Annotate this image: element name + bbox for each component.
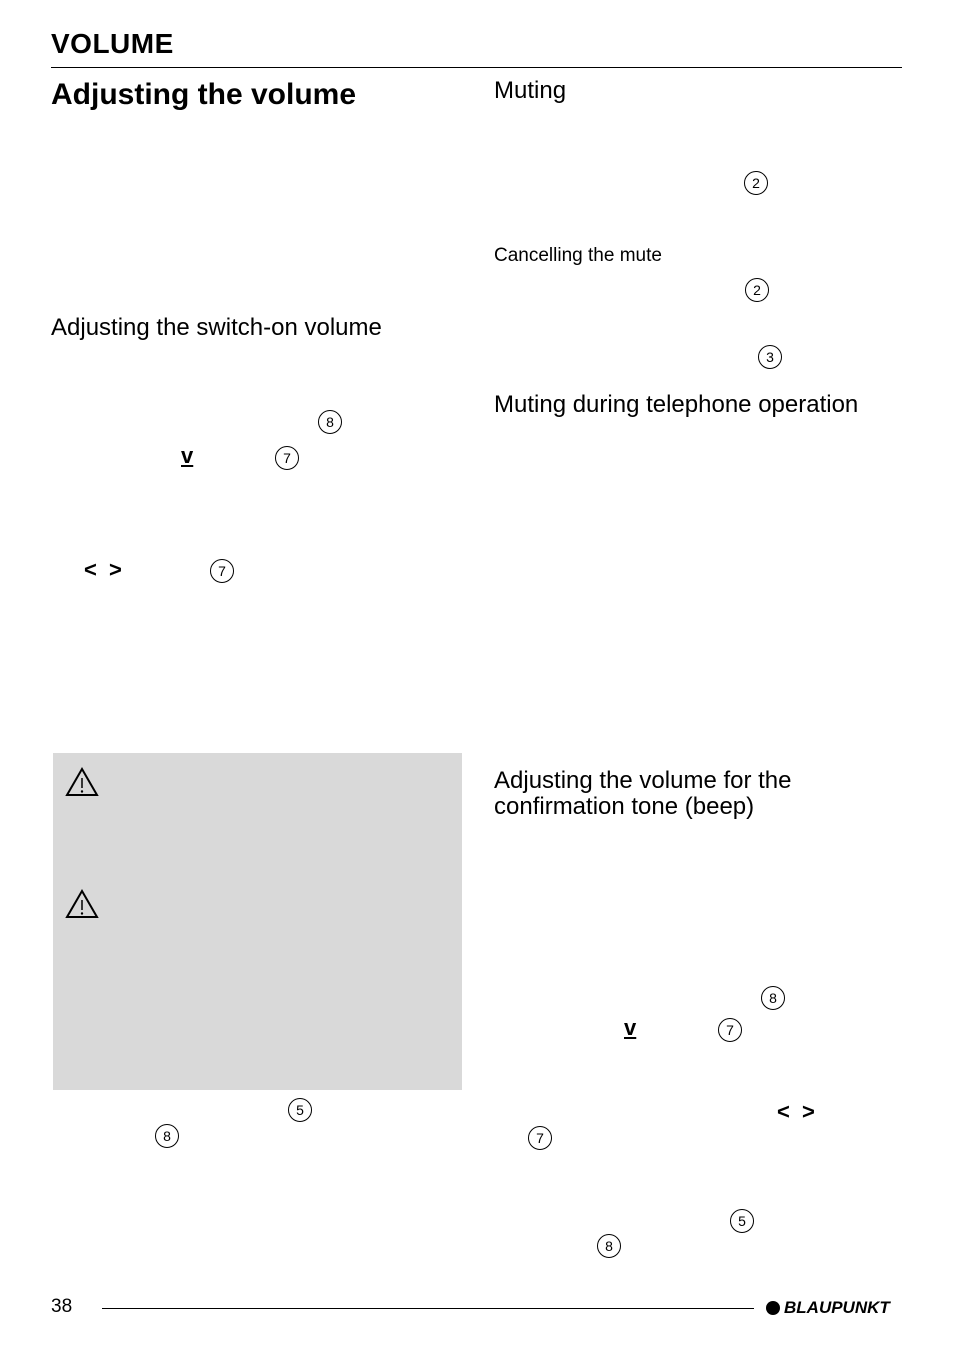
- callout-3: 3: [758, 345, 782, 369]
- callout-7: 7: [718, 1018, 742, 1042]
- subheading-cancelling-mute: Cancelling the mute: [494, 245, 662, 266]
- heading-beep-volume: Adjusting the volume for the confirmation tone (beep): [494, 767, 792, 820]
- heading-muting-telephone: Muting during telephone operation: [494, 391, 859, 418]
- warning-triangle-icon: [65, 767, 99, 797]
- callout-7: 7: [210, 559, 234, 583]
- section-label: VOLUME: [51, 28, 174, 59]
- heading-switch-on-volume: Adjusting the switch-on volume: [51, 314, 382, 341]
- brand-logo: [766, 1298, 890, 1318]
- heading-muting: Muting: [494, 77, 567, 104]
- page-title: Adjusting the volume: [51, 78, 357, 111]
- warning-box: [53, 753, 462, 1090]
- callout-8: 8: [318, 410, 342, 434]
- down-key-icon: v: [624, 1015, 637, 1040]
- warning-triangle-icon: [65, 889, 99, 919]
- brand-name: BLAUPUNKT: [784, 1298, 890, 1317]
- brand-dot-icon: [766, 1301, 780, 1315]
- footer-rule: [102, 1308, 754, 1309]
- top-rule: [51, 67, 902, 68]
- callout-8: 8: [597, 1234, 621, 1258]
- callout-5: 5: [288, 1098, 312, 1122]
- callout-5: 5: [730, 1209, 754, 1233]
- left-right-keys-icon: < >: [777, 1099, 818, 1124]
- left-right-keys-icon: < >: [84, 557, 125, 582]
- callout-7: 7: [528, 1126, 552, 1150]
- callout-2: 2: [745, 278, 769, 302]
- callout-2: 2: [744, 171, 768, 195]
- callout-7: 7: [275, 446, 299, 470]
- page-number: 38: [51, 1296, 73, 1317]
- down-key-icon: v: [181, 443, 194, 468]
- callout-8: 8: [761, 986, 785, 1010]
- callout-8: 8: [155, 1124, 179, 1148]
